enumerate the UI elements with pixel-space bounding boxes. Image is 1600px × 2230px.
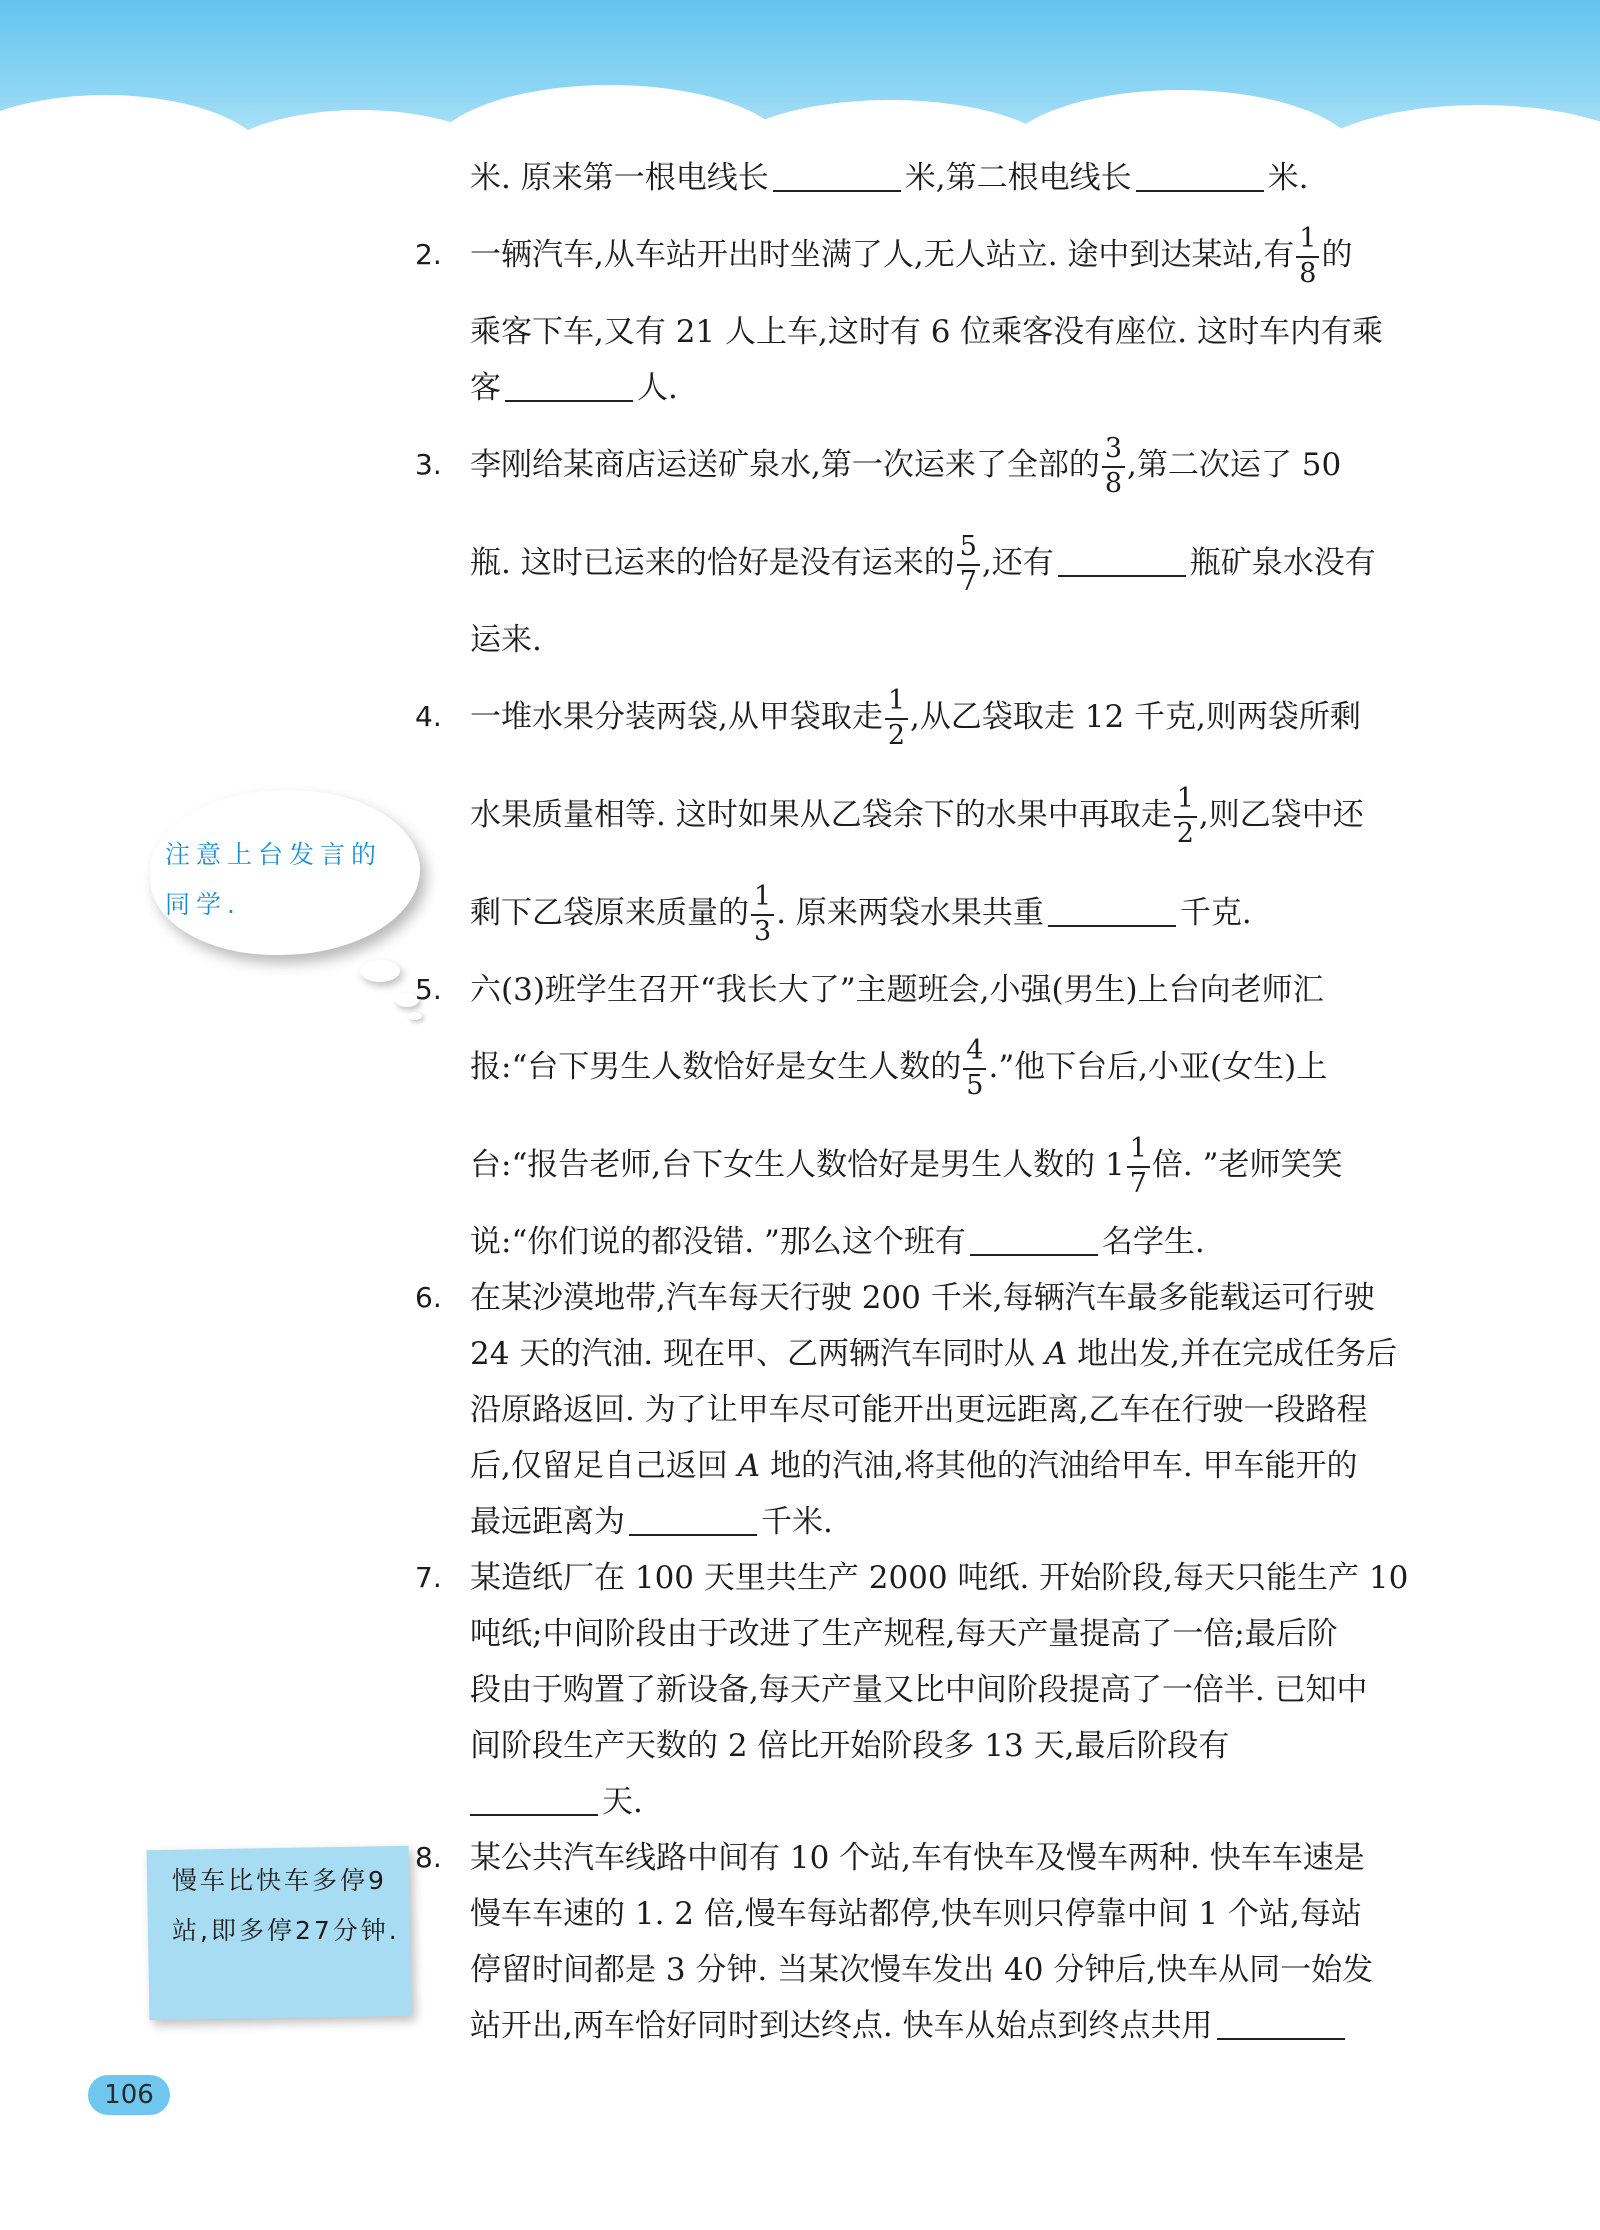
problem-8-line [470,1886,1470,1942]
problem-5-line [415,962,1470,1018]
text: 剩下乙袋原来质量的 [470,895,749,931]
text: 瓶矿泉水没有 [1189,545,1376,581]
numerator: 5 [957,533,980,565]
text: 某公共汽车线路中间有 10 个站,车有快车及慢车两种. 快车车速是 [470,1840,1365,1876]
text: 一辆汽车,从车站开出时坐满了人,无人站立. 途中到达某站,有 [470,237,1295,273]
fraction [963,1037,986,1100]
problem-4-line [415,668,1470,766]
text: ,则乙袋中还 [1198,797,1364,833]
denominator: 8 [1299,257,1317,289]
problem-2-line [415,206,1470,304]
text: 地出发,并在完成任务后 [1077,1336,1397,1372]
problem-5-line [470,1018,1470,1116]
text: 报:“台下男生人数恰好是女生人数的 [470,1049,962,1085]
problem-number: 8. [415,1841,442,1874]
denominator: 2 [1176,817,1194,849]
problem-3-line [470,514,1470,612]
problem-number: 2. [415,238,442,271]
problem-list [415,150,1470,2054]
text: 站开出,两车恰好同时到达终点. 快车从始点到终点共用 [470,2008,1213,2044]
text: ,从乙袋取走 12 千克,则两袋所剩 [910,699,1361,735]
text: 千米. [761,1504,833,1540]
fraction [1127,1135,1150,1198]
problem-8-line [415,1830,1470,1886]
denominator: 8 [1104,467,1123,499]
text: 24 天的汽油. 现在甲、乙两辆汽车同时从 [470,1336,1036,1372]
text: 间阶段生产天数的 2 倍比开始阶段多 13 天,最后阶段有 [470,1728,1230,1764]
answer-blank [470,1780,598,1816]
bubble-note-text: 注意上台发言的同学. [165,840,383,919]
problem-6-line [470,1438,1470,1494]
variable: A [737,1448,761,1484]
numerator: 1 [1127,1135,1150,1167]
text: 瓶. 这时已运来的恰好是没有运来的 [470,545,955,581]
numerator: 4 [963,1037,986,1069]
answer-blank [1058,541,1186,577]
text: ,第二次运了 50 [1127,447,1342,483]
answer-blank [1048,891,1176,927]
problem-4-line [470,766,1470,864]
fraction [1296,225,1319,288]
page-number: 106 [88,2075,170,2115]
problem-7-line [415,1550,1470,1606]
text: 段由于购置了新设备,每天产量又比中间阶段提高了一倍半. 已知中 [470,1672,1368,1708]
text: 一堆水果分装两袋,从甲袋取走 [470,699,883,735]
numerator: 1 [751,883,774,915]
variable: A [1044,1336,1068,1372]
problem-number: 6. [415,1281,442,1314]
text: ,还有 [981,545,1054,581]
denominator: 2 [887,719,906,751]
problem-number: 4. [415,700,442,733]
problem-number: 5. [415,973,442,1006]
fraction [957,533,980,596]
denominator: 7 [959,565,977,597]
answer-blank [970,1220,1098,1256]
text: 吨纸;中间阶段由于改进了生产规程,每天产量提高了一倍;最后阶 [470,1616,1338,1652]
problem-2-line [470,360,1470,416]
problem-7-line [470,1662,1470,1718]
text: 米. [1267,160,1309,196]
text: 人. [637,370,678,406]
fraction [751,883,774,946]
problem-number: 7. [415,1561,442,1594]
text: 台:“报告老师,台下女生人数恰好是男生人数的 1 [470,1147,1125,1183]
answer-blank [773,156,901,192]
problem-3-line [470,612,1470,668]
text: 沿原路返回. 为了让甲车尽可能开出更远距离,乙车在行驶一段路程 [470,1392,1368,1428]
denominator: 3 [754,915,772,947]
denominator: 7 [1129,1167,1147,1199]
numerator: 1 [1174,785,1197,817]
text: 最远距离为 [470,1504,625,1540]
text: 客 [470,370,501,406]
problem-6-line [470,1494,1470,1550]
thought-bubble-tail [360,960,400,982]
problem-3-line [415,416,1470,514]
numerator: 1 [1296,225,1319,257]
problem-7-line [470,1774,1470,1830]
text: 千克. [1179,895,1252,931]
problem-7-line [470,1718,1470,1774]
text: 李刚给某商店运送矿泉水,第一次运来了全部的 [470,447,1100,483]
text: 天. [602,1784,643,1820]
text: 名学生. [1101,1224,1205,1260]
text: 某造纸厂在 100 天里共生产 2000 吨纸. 开始阶段,每天只能生产 10 [470,1560,1409,1596]
problem-4-line [470,864,1470,962]
denominator: 5 [966,1069,984,1101]
problem-5-line [470,1214,1470,1270]
text: 米. 原来第一根电线长 [470,160,769,196]
text: 停留时间都是 3 分钟. 当某次慢车发出 40 分钟后,快车从同一始发 [470,1952,1374,1988]
answer-blank [1217,2004,1345,2040]
text: 地的汽油,将其他的汽油给甲车. 甲车能开的 [769,1448,1358,1484]
text: 水果质量相等. 这时如果从乙袋余下的水果中再取走 [470,797,1172,833]
problem-6-line [470,1326,1470,1382]
text: 六(3)班学生召开“我长大了”主题班会,小强(男生)上台向老师汇 [470,972,1324,1008]
text: 乘客下车,又有 21 人上车,这时有 6 位乘客没有座位. 这时车内有乘 [470,314,1383,350]
fraction [1102,435,1125,498]
text: 后,仅留足自己返回 [470,1448,728,1484]
problem-1-line [470,150,1470,206]
problem-2-line [470,304,1470,360]
numerator: 3 [1102,435,1125,467]
text: 的 [1321,237,1353,273]
problem-6-line [415,1270,1470,1326]
text: 倍. ”老师笑笑 [1151,1147,1343,1183]
problem-8-line [470,1998,1470,2054]
text: 慢车车速的 1. 2 倍,慢车每站都停,快车则只停靠中间 1 个站,每站 [470,1896,1362,1932]
problem-7-line [470,1606,1470,1662]
text: . 原来两袋水果共重 [776,895,1044,931]
problem-number: 3. [415,448,442,481]
problem-5-line [470,1116,1470,1214]
text: .”他下台后,小亚(女生)上 [988,1049,1328,1085]
answer-blank [1136,156,1264,192]
text: 在某沙漠地带,汽车每天行驶 200 千米,每辆汽车最多能载运可行驶 [470,1280,1375,1316]
problem-8-line [470,1942,1470,1998]
sticky-note-text: 慢车比快车多停9站,即多停27分钟. [172,1866,400,1945]
fraction [1174,785,1197,848]
text: 米,第二根电线长 [904,160,1132,196]
numerator: 1 [885,687,908,719]
answer-blank [505,366,633,402]
problem-6-line [470,1382,1470,1438]
fraction [885,687,908,750]
answer-blank [629,1500,757,1536]
text: 说:“你们说的都没错. ”那么这个班有 [470,1224,966,1260]
text: 运来. [470,622,542,658]
